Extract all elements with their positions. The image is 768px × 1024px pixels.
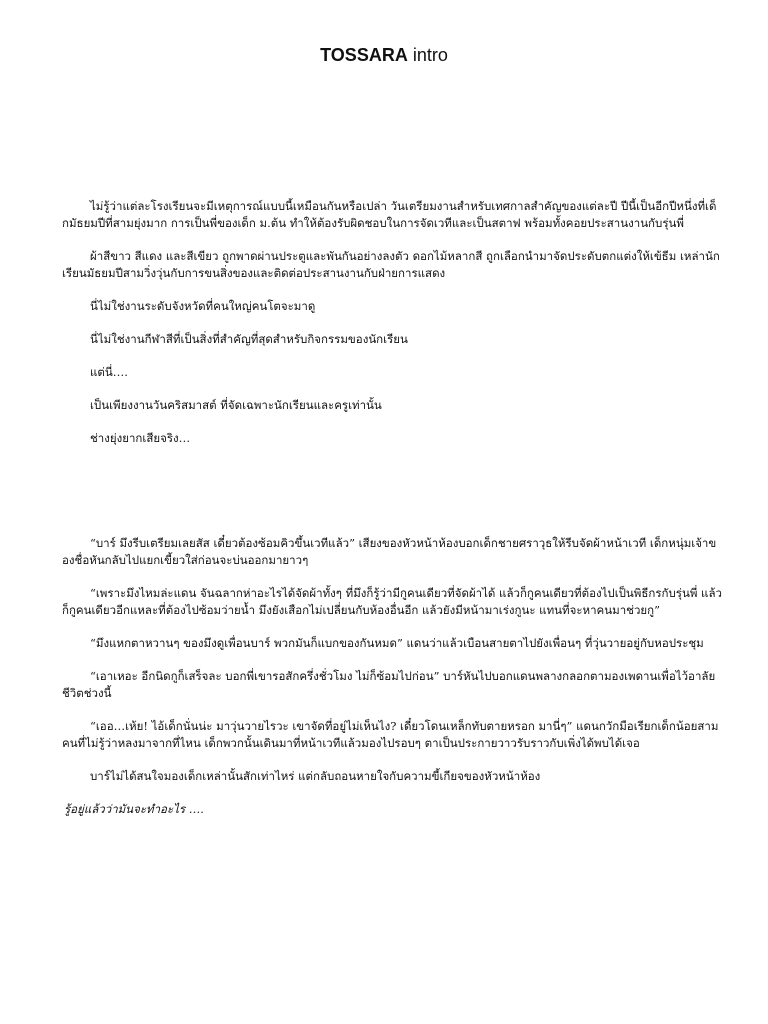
title-normal-part: intro [407, 45, 448, 65]
document-body [62, 198, 722, 818]
paragraph-6: “เอาเหอะ อีกนิดกูก็เสร็จละ บอกพี่เขารอสักครึ่งชั่วโมง ไม่ก็ซ้อมไปก่อน” บาร์หันไปบอกแดนพลางกลอกตามองเพดานเพื่อไว้อาลัยชีวิตช่วงนี้ [62, 669, 716, 700]
section-spacer [62, 463, 722, 535]
line-5: ช่างยุ่งยากเสียจริง… [90, 431, 191, 445]
paragraph-2: ผ้าสีขาว สีแดง และสีเขียว ถูกพาดผ่านประตูและพันกันอย่างลงตัว ดอกไม้หลากสี ถูกเลือกนำมาจัดประดับตกแต่งให้เข้ธีม เหล่านักเรียนมัธยมปีสามวิ่งวุ่นกับการขนสิ่งของและติดต่อประสานงานกับฝ่ายการแสดง [62, 249, 720, 280]
line-4: เป็นเพียงงานวันคริสมาสต์ ที่จัดเฉพาะนักเรียนและครูเท่านั้น [90, 398, 382, 412]
paragraph-7: “เออ…เห้ย! ไอ้เด็กนั่นน่ะ มาวุ่นวายไรวะ เขาจัดที่อยู่ไม่เห็นไง? เดี๋ยวโดนเหล็กทับตายหรอก มานี่ๆ” แดนกวักมือเรียกเด็กน้อยสามคนที่ไม่รู้ว่าหลงมาจากที่ไหน เด็กพวกนั้นเดินมาที่หน้าเวทีแล้วมองไปรอบๆ ตาเป็นประกายวาวรับราวกับเพิ่งได้พบได้เจอ [62, 719, 719, 750]
paragraph-1: ไม่รู้ว่าแต่ละโรงเรียนจะมีเหตุการณ์แบบนี้เหมือนกันหรือเปล่า วันเตรียมงานสำหรับเทศกาลสำคัญของแต่ละปี ปีนี้เป็นอีกปีหนึ่งที่เด็กมัธยมปีที่สามยุ่งมาก การเป็นพี่ของเด็ก ม.ต้น ทำให้ต้องรับผิดชอบในการจัดเวทีและเป็นสตาฟ พร้อมทั้งคอยประสานงานกับรุ่นพี่ [62, 199, 717, 230]
line-2: นี่ไม่ใช่งานกีฬาสีที่เป็นสิ่งที่สำคัญที่สุดสำหรับกิจกรรมของนักเรียน [90, 332, 408, 346]
paragraph-5: “มึงแหกตาหวานๆ ของมึงดูเพื่อนบาร์ พวกมันก็แบกของกันหมด” แดนว่าแล้วเบือนสายตาไปยังเพื่อนๆ ที่วุ่นวายอยู่กับหอประชุม [90, 636, 704, 650]
line-6: บาร์ไม่ได้สนใจมองเด็กเหล่านั้นสักเท่าไหร่ แต่กลับถอนหายใจกับความขี้เกียจของหัวหน้าห้อง [90, 769, 541, 783]
line-1: นี่ไม่ใช่งานระดับจังหวัดที่คนใหญ่คนโตจะมาดู [90, 299, 316, 313]
document-title [0, 44, 768, 66]
line-3: แต่นี่…. [90, 365, 128, 379]
italic-closing-line: รู้อยู่แล้วว่ามันจะทำอะไร …. [64, 802, 204, 816]
title-bold-part: TOSSARA [320, 45, 408, 65]
paragraph-3: “บาร์ มึงรีบเตรียมเลยสัส เดี๋ยวต้องซ้อมคิวขึ้นเวทีแล้ว” เสียงของหัวหน้าห้องบอกเด็กชายศราวุธให้รีบจัดผ้าหน้าเวที เด็กหนุ่มเจ้าของชื่อหันกลับไปแยกเขี้ยวใส่ก่อนจะบ่นออกมายาวๆ [62, 536, 717, 567]
paragraph-4: “เพราะมึงไหมล่ะแดน จันฉลากห่าอะไรได้จัดผ้าทั้งๆ ที่มึงก็รู้ว่ามีกูคนเดียวที่จัดผ้าได้ แล้วก็กูคนเดียวที่ต้องไปเป็นพิธีกรกับรุ่นพี่ แล้วก็กูคนเดียวอีกแหละที่ต้องไปซ้อมว่ายน้ำ มึงยังเสือกไม่เปลี่ยนกับห้องอื่นอีก แล้วยังมีหน้ามาเร่งกูนะ แทนที่จะหาคนมาช่วยกู” [62, 586, 722, 617]
